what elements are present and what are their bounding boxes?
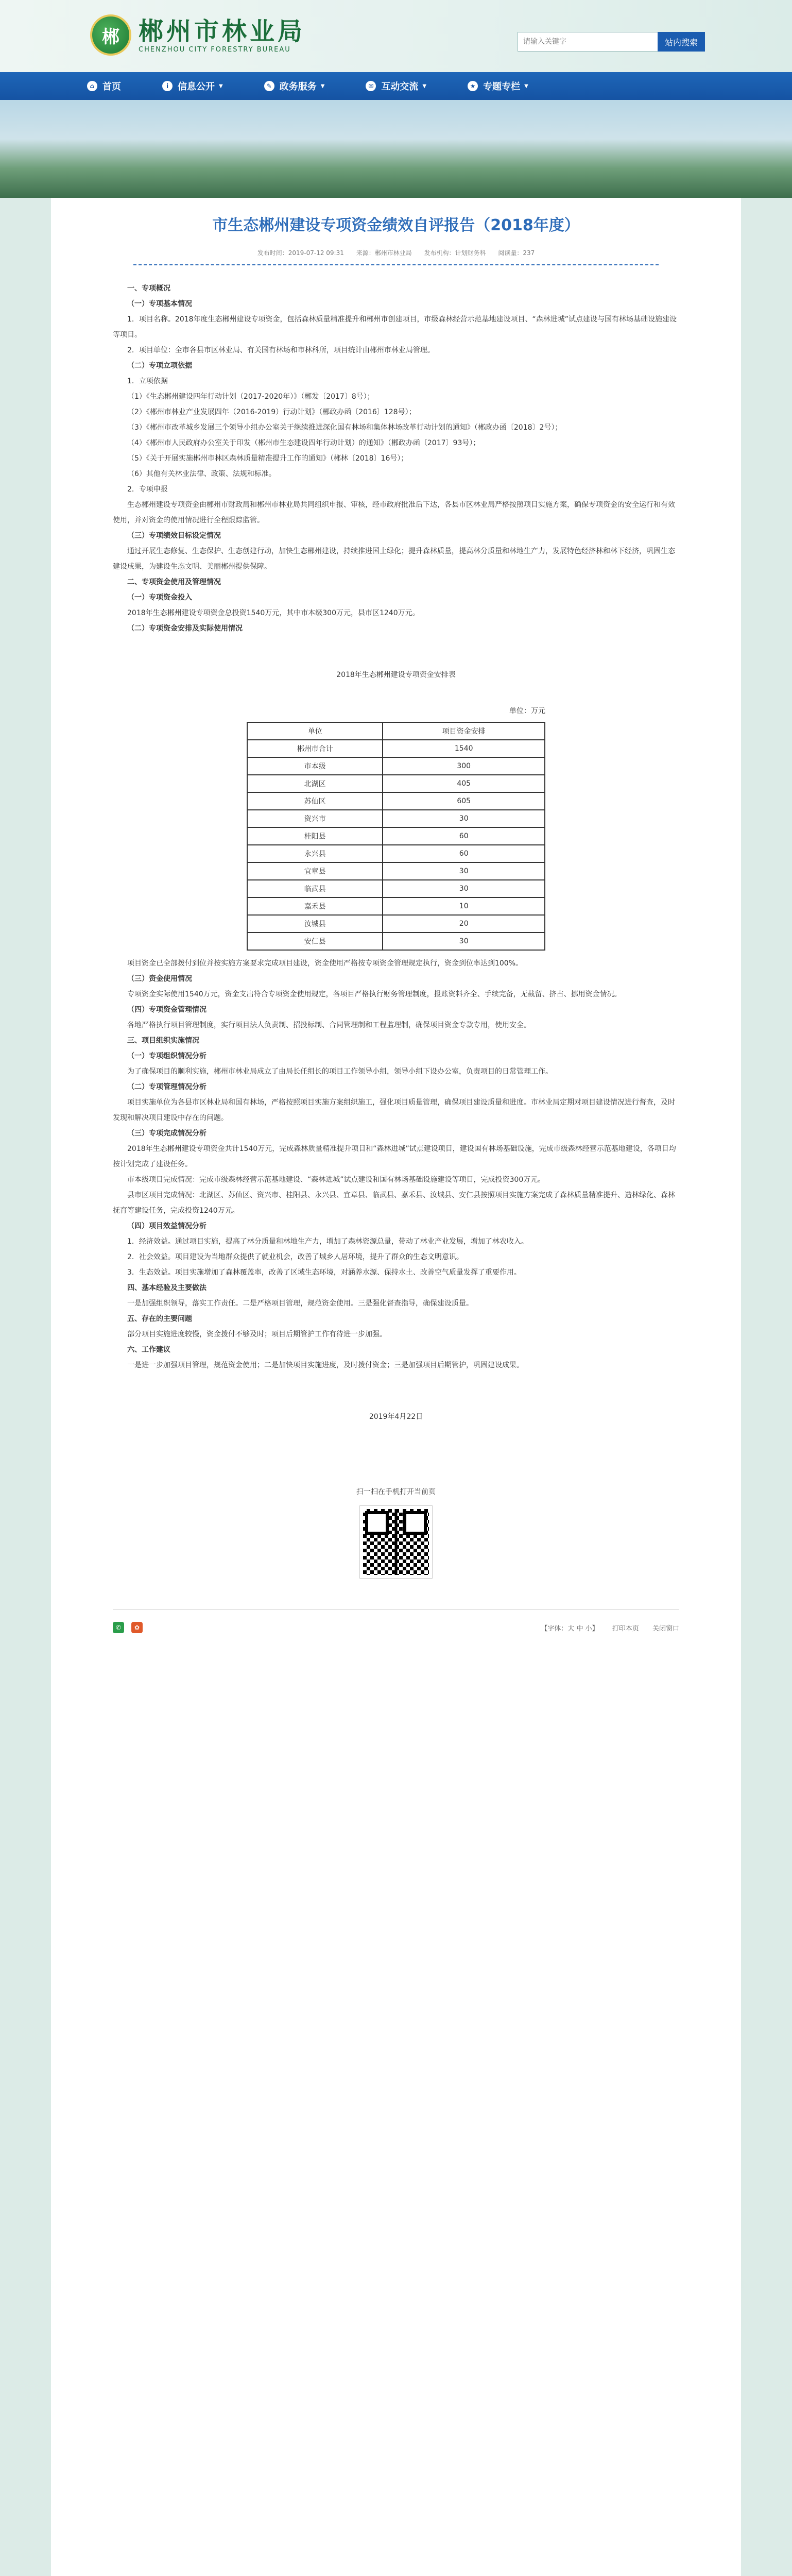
paragraph: 2018年生态郴州建设专项资金总投资1540万元，其中市本级300万元，县市区1240万元。 — [127, 609, 420, 617]
subsection-heading: （四）专项资金管理情况 — [127, 1006, 206, 1014]
chat-icon: ✉ — [366, 81, 376, 91]
table-cell: 汝城县 — [247, 915, 383, 933]
article-author: 发布机构：计划财务科 — [424, 249, 486, 257]
nav-topic[interactable]: ★ 专题专栏 ▼ — [468, 72, 541, 100]
section-heading: 三、项目组织实施情况 — [127, 1037, 199, 1045]
sign-date: 2019年4月22日 — [369, 1413, 423, 1421]
basis-item: （2）《郴州市林业产业发展四年（2016-2019）行动计划》（郴政办函〔2016〕128号）； — [127, 408, 416, 416]
table-row — [247, 810, 545, 827]
paragraph: 生态郴州建设专项资金由郴州市财政局和郴州市林业局共同组织申报、审核，经市政府批准后下达，各县市区林业局严格按照项目实施方案，确保专项资金的安全运行和有效使用，并对资金的使用情况进行全程跟踪监管。 — [113, 501, 675, 524]
font-size-control[interactable]: 【字体：大 中 小】 — [541, 1624, 599, 1633]
table-row — [247, 933, 545, 950]
table-header: 单位 — [247, 722, 383, 740]
publish-date: 发布时间：2019-07-12 09:31 — [257, 249, 344, 257]
table-unit: 单位：万元 — [509, 707, 545, 715]
table-row — [247, 897, 545, 915]
table-cell: 资兴市 — [247, 810, 383, 827]
nav-service[interactable]: ✎ 政务服务 ▼ — [264, 72, 337, 100]
subsection-heading: （一）专项资金投入 — [127, 594, 192, 602]
search-button[interactable]: 站内搜索 — [658, 32, 705, 52]
section-heading: 四、基本经验及主要做法 — [127, 1284, 206, 1292]
qr-code-icon — [360, 1506, 432, 1578]
table-cell: 北湖区 — [247, 775, 383, 792]
paragraph: 2．专项申报 — [127, 485, 168, 494]
subsection-heading: （一）专项基本情况 — [127, 300, 192, 308]
table-row — [247, 845, 545, 862]
table-row — [247, 862, 545, 880]
table-cell: 30 — [383, 810, 545, 827]
table-cell: 苏仙区 — [247, 792, 383, 810]
table-cell: 30 — [383, 880, 545, 897]
article-container — [51, 198, 741, 2576]
site-logo[interactable] — [90, 14, 305, 56]
section-heading: 二、专项资金使用及管理情况 — [127, 578, 221, 586]
table-cell: 永兴县 — [247, 845, 383, 862]
table-title: 2018年生态郴州建设专项资金安排表 — [336, 671, 456, 679]
paragraph: 项目实施单位为各县市区林业局和国有林场，严格按照项目实施方案组织施工，强化项目质量管理，确保项目建设质量和进度。市林业局定期对项目建设情况进行督查，及时发现和解决项目建设中存在的问题。 — [113, 1098, 675, 1122]
paragraph: 3．生态效益。项目实施增加了森林覆盖率，改善了区域生态环境，对涵养水源、保持水土、改善空气质量发挥了重要作用。 — [127, 1268, 521, 1277]
table-cell: 临武县 — [247, 880, 383, 897]
topic-icon: ★ — [468, 81, 478, 91]
title-divider — [133, 264, 659, 265]
paragraph: 2．社会效益。项目建设为当地群众提供了就业机会，改善了城乡人居环境，提升了群众的生态文明意识。 — [127, 1253, 463, 1261]
table-header-row — [247, 722, 545, 740]
paragraph: 一是进一步加强项目管理，规范资金使用；二是加快项目实施进度，及时拨付资金；三是加强项目后期管护，巩固建设成果。 — [127, 1361, 524, 1369]
table-cell: 405 — [383, 775, 545, 792]
table-row — [247, 827, 545, 845]
landscape-banner — [0, 100, 792, 198]
subsection-heading: （四）项目效益情况分析 — [127, 1222, 206, 1230]
paragraph: 专项资金实际使用1540万元，资金支出符合专项资金使用规定，各项目严格执行财务管理制度，报账资料齐全、手续完备，无截留、挤占、挪用资金情况。 — [127, 990, 622, 998]
paragraph: 一是加强组织领导，落实工作责任。二是严格项目管理，规范资金使用。三是强化督查指导，确保建设质量。 — [127, 1299, 473, 1308]
paragraph: 1．经济效益。通过项目实施，提高了林分质量和林地生产力，增加了森林资源总量，带动了林业产业发展，增加了林农收入。 — [127, 1238, 528, 1246]
print-button[interactable]: 打印本页 — [612, 1624, 639, 1633]
subsection-heading: （二）专项资金安排及实际使用情况 — [127, 624, 243, 633]
site-header — [0, 0, 792, 72]
funds-table — [247, 722, 545, 951]
paragraph: 部分项目实施进度较慢，资金拨付不够及时；项目后期管护工作有待进一步加强。 — [127, 1330, 387, 1338]
paragraph: 为了确保项目的顺利实施，郴州市林业局成立了由局长任组长的项目工作领导小组，领导小组下设办公室，负责项目的日常管理工作。 — [127, 1067, 553, 1076]
share-wechat-icon[interactable]: ✆ — [113, 1622, 124, 1633]
search-input[interactable] — [518, 32, 658, 52]
article-source: 来源：郴州市林业局 — [356, 249, 412, 257]
basis-item: （6）其他有关林业法律、政策、法规和标准。 — [127, 470, 276, 478]
table-cell: 605 — [383, 792, 545, 810]
chevron-down-icon: ▼ — [320, 83, 325, 89]
section-heading: 六、工作建议 — [127, 1346, 170, 1354]
nav-interact[interactable]: ✉ 互动交流 ▼ — [366, 72, 439, 100]
article-meta — [113, 248, 679, 257]
chevron-down-icon: ▼ — [524, 83, 528, 89]
paragraph: 2018年生态郴州建设专项资金共计1540万元，完成森林质量精准提升项目和“森林进城”试点建设项目，建设国有林场基础设施，完成市级森林经营示范基地建设，各项目均按计划完成了建设任务。 — [113, 1145, 676, 1168]
table-cell: 郴州市合计 — [247, 740, 383, 757]
subsection-heading: （一）专项组织情况分析 — [127, 1052, 206, 1060]
paragraph: 1．项目名称。2018年度生态郴州建设专项资金，包括森林质量精准提升和郴州市创建项目，市级森林经营示范基地建设项目、“森林进城”试点建设与国有林场基础设施建设等项目。 — [113, 315, 677, 339]
qr-section — [113, 1486, 679, 1578]
paragraph: 县市区项目完成情况：北湖区、苏仙区、资兴市、桂阳县、永兴县、宜章县、临武县、嘉禾县、汝城县、安仁县按照项目实施方案完成了森林质量精准提升、造林绿化、森林抚育等建设任务，完成投资1240万元。 — [113, 1191, 675, 1215]
table-cell: 60 — [383, 827, 545, 845]
info-icon: i — [162, 81, 173, 91]
article-toolbar — [113, 1609, 679, 1633]
paragraph: 各地严格执行项目管理制度，实行项目法人负责制、招投标制、合同管理制和工程监理制，确保项目资金专款专用，使用安全。 — [127, 1021, 531, 1029]
page-title: 市生态郴州建设专项资金绩效自评报告（2018年度） — [212, 216, 580, 234]
site-name-en: CHENZHOU CITY FORESTRY BUREAU — [139, 45, 291, 54]
table-row — [247, 757, 545, 775]
subsection-heading: （二）专项立项依据 — [127, 362, 192, 370]
basis-item: （4）《郴州市人民政府办公室关于印发（郴州市生态建设四年行动计划）的通知》（郴政办函〔2017〕93号）； — [127, 439, 480, 447]
table-cell: 安仁县 — [247, 933, 383, 950]
paragraph: 项目资金已全部拨付到位并按实施方案要求完成项目建设，资金使用严格按专项资金管理规定执行，资金到位率达到100%。 — [127, 959, 523, 968]
nav-home[interactable]: ⌂ 首页 — [87, 72, 133, 100]
basis-item: （1）《生态郴州建设四年行动计划（2017-2020年）》（郴发〔2017〕8号）； — [127, 393, 374, 401]
basis-item: （3）《郴州市改革城乡发展三个领导小组办公室关于继续推进深化国有林场和集体林场改革行动计划的通知》（郴政办函〔2018〕2号）； — [127, 423, 562, 432]
table-cell: 10 — [383, 897, 545, 915]
main-nav — [0, 72, 792, 100]
table-row — [247, 915, 545, 933]
share-weibo-icon[interactable]: ✿ — [131, 1622, 143, 1633]
subsection-heading: （三）专项绩效目标设定情况 — [127, 532, 221, 540]
paragraph: 市本级项目完成情况：完成市级森林经营示范基地建设、“森林进城”试点建设和国有林场基础设施建设等项目，完成投资300万元。 — [127, 1176, 545, 1184]
table-header: 项目资金安排 — [383, 722, 545, 740]
service-icon: ✎ — [264, 81, 274, 91]
table-row — [247, 740, 545, 757]
table-row — [247, 775, 545, 792]
article-body — [113, 281, 679, 1425]
qr-title: 扫一扫在手机打开当前页 — [356, 1488, 436, 1496]
table-cell: 宜章县 — [247, 862, 383, 880]
table-cell: 嘉禾县 — [247, 897, 383, 915]
table-row — [247, 792, 545, 810]
table-row — [247, 880, 545, 897]
paragraph: 2．项目单位：全市各县市区林业局、有关国有林场和市林科所，项目统计由郴州市林业局管理。 — [127, 346, 435, 354]
table-cell: 60 — [383, 845, 545, 862]
table-cell: 300 — [383, 757, 545, 775]
table-cell: 30 — [383, 862, 545, 880]
chevron-down-icon: ▼ — [422, 83, 427, 89]
nav-info[interactable]: i 信息公开 ▼ — [162, 72, 235, 100]
search-bar — [518, 32, 705, 52]
paragraph: 1．立项依据 — [127, 377, 168, 385]
view-count: 阅读量：237 — [498, 249, 535, 257]
close-button[interactable]: 关闭窗口 — [652, 1624, 679, 1633]
subsection-heading: （三）专项完成情况分析 — [127, 1129, 206, 1138]
logo-emblem-icon: 郴 — [90, 14, 131, 56]
section-heading: 一、专项概况 — [127, 284, 170, 293]
subsection-heading: （三）资金使用情况 — [127, 975, 192, 983]
basis-item: （5）《关于开展实施郴州市林区森林质量精准提升工作的通知》（郴林〔2018〕16号）； — [127, 454, 408, 463]
site-name: 郴州市林业局 — [139, 16, 306, 46]
home-icon: ⌂ — [87, 81, 97, 91]
paragraph: 通过开展生态修复、生态保护、生态创建行动，加快生态郴州建设，持续推进国土绿化；提升森林质量，提高林分质量和林地生产力，发展特色经济林和林下经济，巩固生态建设成果，为建设生态文明、美丽郴州提供保障。 — [113, 547, 675, 571]
section-heading: 五、存在的主要问题 — [127, 1315, 192, 1323]
table-cell: 1540 — [383, 740, 545, 757]
table-cell: 市本级 — [247, 757, 383, 775]
subsection-heading: （二）专项管理情况分析 — [127, 1083, 206, 1091]
chevron-down-icon: ▼ — [219, 83, 223, 89]
table-cell: 20 — [383, 915, 545, 933]
table-cell: 30 — [383, 933, 545, 950]
table-cell: 桂阳县 — [247, 827, 383, 845]
